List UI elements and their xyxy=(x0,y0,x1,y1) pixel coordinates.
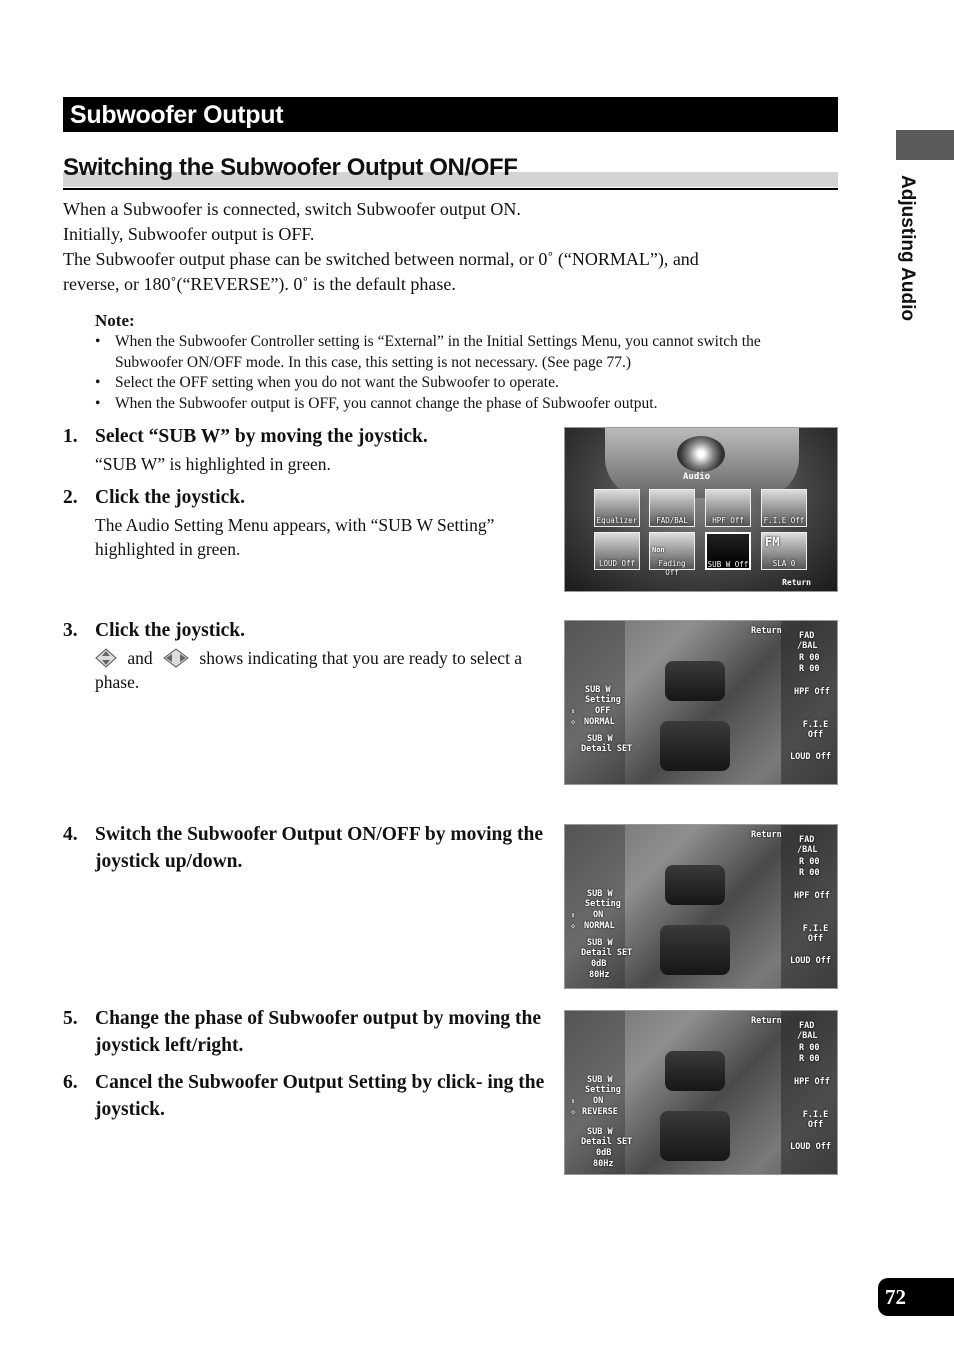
menu-tile-hpf: HPF Off xyxy=(705,489,751,527)
side-label-text: Adjusting Audio xyxy=(897,175,918,321)
step-text: Select “SUB W” by moving the joystick. xyxy=(95,426,428,447)
intro-line-3: The Subwoofer output phase can be switched between normal, or 0˚ (“NORMAL”), and xyxy=(63,249,699,269)
bal-label: /BAL xyxy=(797,1031,818,1041)
up-down-small-icon: ⇕ xyxy=(571,911,576,919)
phase-value: NORMAL xyxy=(584,921,615,931)
detail-set-label: Detail SET xyxy=(581,948,633,958)
up-down-small-icon: ⇕ xyxy=(571,707,576,715)
page-number: 72 xyxy=(878,1278,954,1316)
note-list xyxy=(95,332,815,414)
detail-set-label: Detail SET xyxy=(581,1137,633,1147)
left-right-small-icon: ◇ xyxy=(571,922,576,930)
intro-line-4: reverse, or 180˚(“REVERSE”). 0˚ is the default phase. xyxy=(63,274,456,294)
left-right-arrow-icon xyxy=(163,648,189,668)
note-item: • Select the OFF setting when you do not want the Subwoofer to operate. xyxy=(95,373,815,394)
step-3-desc xyxy=(95,646,535,694)
state-value: OFF xyxy=(595,706,611,716)
menu-tile-fading xyxy=(649,532,695,577)
step-2-desc: The Audio Setting Menu appears, with “SUB W Setting” highlighted in green. xyxy=(95,515,495,559)
note-item: • When the Subwoofer output is OFF, you cannot change the phase of Subwoofer output. xyxy=(95,394,815,415)
step-1-desc: “SUB W” is highlighted in green. xyxy=(95,454,331,474)
sla-label: SLA 0 xyxy=(772,559,796,568)
setting-label: Setting xyxy=(585,1085,621,1095)
r-value-2: R 00 xyxy=(799,868,820,878)
bal-label: /BAL xyxy=(797,641,818,651)
sub-w-setting-screenshot-off xyxy=(564,620,838,785)
detail-set-label: Detail SET xyxy=(581,744,633,754)
step-text: Click the joystick. xyxy=(95,620,246,641)
non-label: Non xyxy=(652,546,665,554)
state-value: ON xyxy=(593,910,604,920)
return-label: Return xyxy=(751,626,782,636)
step-5 xyxy=(63,1005,553,1065)
menu-tile-loud: LOUD Off xyxy=(594,532,640,570)
step-number: 2. xyxy=(63,487,78,508)
sub-w-label: SUB W xyxy=(585,685,611,695)
return-label: Return xyxy=(751,1016,782,1026)
return-label: Return xyxy=(751,830,782,840)
sub-heading-text: Switching the Subwoofer Output ON/OFF xyxy=(63,154,518,181)
hpf-label: HPF Off xyxy=(794,891,830,901)
r-value-2: R 00 xyxy=(799,1054,820,1064)
menu-tile-sub-w: SUB W Off xyxy=(705,532,751,570)
return-label: Return xyxy=(782,578,811,587)
menu-tile-sla xyxy=(761,532,807,570)
intro-line-1: When a Subwoofer is connected, switch Subwoofer output ON. xyxy=(63,199,521,219)
db-value: 0dB xyxy=(591,959,607,969)
r-value-1: R 00 xyxy=(799,1043,820,1053)
note-title: Note: xyxy=(95,311,135,330)
step-4 xyxy=(63,821,553,881)
step-text: Change the phase of Subwoofer output by moving the joystick left/right. xyxy=(95,1008,542,1056)
sub-w-setting-screenshot-on-reverse xyxy=(564,1010,838,1175)
step-text: Switch the Subwoofer Output ON/OFF by moving the joystick up/down. xyxy=(95,824,543,872)
side-label xyxy=(896,175,926,355)
hpf-label: HPF Off xyxy=(794,687,830,697)
audio-menu-screenshot xyxy=(564,427,838,592)
and-text: and xyxy=(127,648,153,668)
step-number: 4. xyxy=(63,824,78,845)
r-value-1: R 00 xyxy=(799,653,820,663)
detail-label: SUB W xyxy=(587,734,613,744)
section-title: Subwoofer Output xyxy=(63,97,838,132)
step-number: 1. xyxy=(63,426,78,447)
step-text: Click the joystick. xyxy=(95,487,246,508)
left-right-small-icon: ◇ xyxy=(571,718,576,726)
fie-label: F.I.E Off xyxy=(802,924,829,944)
hz-value: 80Hz xyxy=(589,970,610,980)
fad-label: FAD xyxy=(799,631,815,641)
loud-label: LOUD Off xyxy=(790,1142,831,1152)
sub-w-label: SUB W xyxy=(587,1075,613,1085)
sub-w-setting-screenshot-on-normal xyxy=(564,824,838,989)
hz-value: 80Hz xyxy=(593,1159,614,1169)
up-down-small-icon: ⇕ xyxy=(571,1097,576,1105)
step-number: 3. xyxy=(63,620,78,641)
audio-menu-title: Audio xyxy=(683,472,711,482)
hpf-label: HPF Off xyxy=(794,1077,830,1087)
detail-label: SUB W xyxy=(587,938,613,948)
intro-line-2: Initially, Subwoofer output is OFF. xyxy=(63,224,315,244)
phase-value: NORMAL xyxy=(584,717,615,727)
fie-label: F.I.E Off xyxy=(802,720,829,740)
phase-value: REVERSE xyxy=(582,1107,618,1117)
db-value: 0dB xyxy=(596,1148,612,1158)
loud-label: LOUD Off xyxy=(790,956,831,966)
fading-label: Fading Off xyxy=(658,559,686,577)
bal-label: /BAL xyxy=(797,845,818,855)
side-tab xyxy=(896,130,954,160)
menu-tile-fie: F.I.E Off xyxy=(761,489,807,527)
menu-tile-fad-bal: FAD/BAL xyxy=(649,489,695,527)
fm-label: FM xyxy=(765,535,780,549)
fad-label: FAD xyxy=(799,835,815,845)
state-value: ON xyxy=(593,1096,604,1106)
fie-label: F.I.E Off xyxy=(802,1110,829,1130)
detail-label: SUB W xyxy=(587,1127,613,1137)
step-number: 6. xyxy=(63,1072,78,1093)
setting-label: Setting xyxy=(585,899,621,909)
setting-label: Setting xyxy=(585,695,621,705)
step-number: 5. xyxy=(63,1008,78,1029)
sub-w-label: SUB W xyxy=(587,889,613,899)
step-6 xyxy=(63,1069,553,1129)
loud-label: LOUD Off xyxy=(790,752,831,762)
audio-disc-icon xyxy=(677,436,725,472)
step-text: Cancel the Subwoofer Output Setting by click- ing the joystick. xyxy=(95,1072,545,1120)
r-value-1: R 00 xyxy=(799,857,820,867)
left-right-small-icon: ◇ xyxy=(571,1108,576,1116)
note-item: • When the Subwoofer Controller setting is “External” in the Initial Settings Menu, you cannot switch the Subwoofer ON/OFF mode. In this case, this setting is not necessary. (See page 77.) xyxy=(95,332,815,373)
up-down-arrow-icon xyxy=(95,648,117,668)
menu-tile-equalizer: Equalizer xyxy=(594,489,640,527)
fad-label: FAD xyxy=(799,1021,815,1031)
step-3-desc-text: shows indicating that you are ready to select a phase. xyxy=(95,648,523,692)
r-value-2: R 00 xyxy=(799,664,820,674)
sub-heading xyxy=(63,154,838,190)
